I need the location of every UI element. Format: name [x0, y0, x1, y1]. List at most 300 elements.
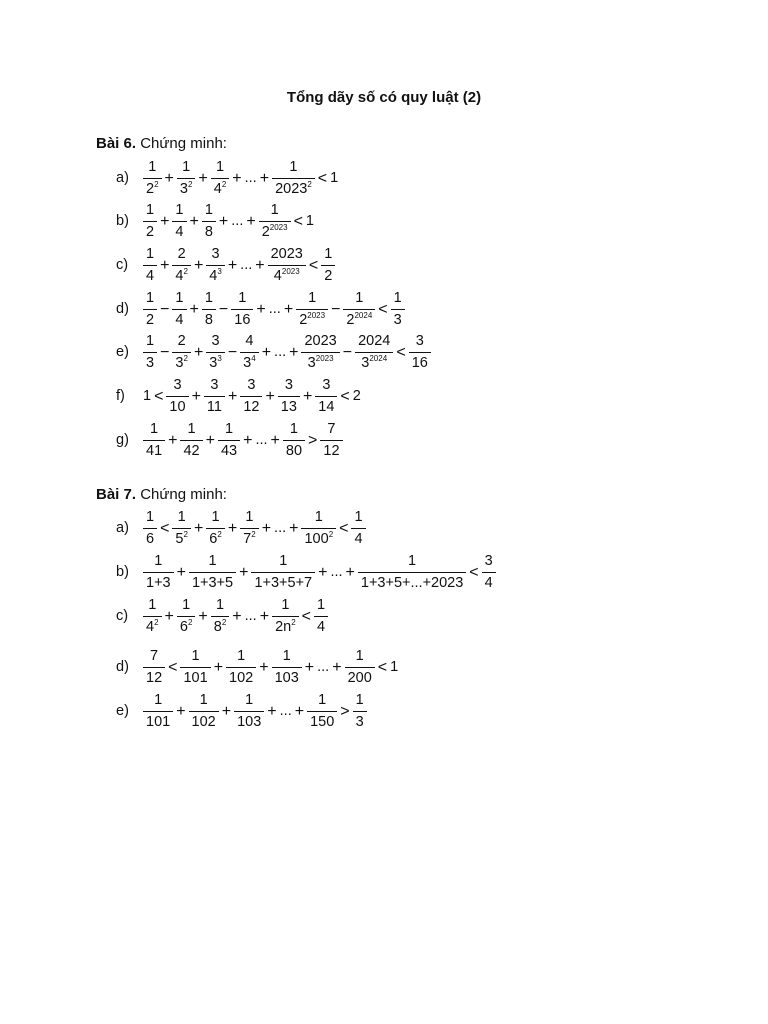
fraction	[482, 553, 496, 592]
fraction	[314, 597, 328, 636]
fraction	[226, 648, 256, 687]
operator: +	[198, 169, 208, 187]
exponent: 2	[154, 618, 159, 627]
operator: +	[255, 256, 265, 274]
exponent: 2023	[307, 311, 326, 320]
denominator: 102	[229, 670, 254, 686]
denominator: 11	[206, 399, 222, 415]
exponent: 2	[328, 530, 334, 539]
numerator: 7	[143, 648, 165, 668]
operator: −	[160, 300, 170, 318]
operator: +	[218, 212, 229, 230]
denominator: $3^{2024}$	[361, 354, 388, 371]
operator: +	[176, 563, 186, 581]
fraction	[206, 246, 225, 285]
exponent: 2	[217, 530, 222, 539]
denominator: 101	[183, 670, 208, 686]
operator: +	[205, 431, 215, 449]
denominator: 12	[243, 399, 260, 415]
numerator: 3	[204, 377, 225, 397]
formula	[142, 553, 497, 592]
operator: −	[342, 343, 353, 361]
fraction	[143, 597, 162, 636]
fraction	[180, 648, 210, 687]
numerator: 1	[353, 692, 367, 712]
numerator: 1	[251, 553, 315, 573]
exponent: 2	[221, 180, 227, 189]
operator: +	[243, 431, 253, 449]
fraction	[172, 290, 186, 329]
math-token: 2	[352, 388, 361, 405]
numerator: 1	[180, 421, 202, 441]
operator: +	[227, 387, 238, 405]
exponent: 2024	[354, 311, 373, 320]
problem-row	[116, 692, 368, 731]
exponent: 2	[221, 618, 227, 627]
denominator: 12	[146, 670, 163, 686]
problem-row	[116, 553, 497, 592]
fraction	[172, 202, 186, 241]
denominator: 101	[146, 714, 171, 730]
math-token: ...	[268, 301, 281, 318]
formula	[142, 246, 336, 285]
operator: +	[168, 431, 178, 449]
formula	[142, 648, 399, 687]
operator: +	[213, 658, 224, 676]
exponent: 2	[183, 267, 188, 276]
numerator: 1	[211, 159, 230, 179]
numerator: 1	[143, 290, 157, 310]
math-token: ...	[244, 170, 257, 187]
denominator: 103	[237, 714, 262, 730]
exponent: 2	[154, 180, 159, 189]
operator: +	[221, 702, 232, 720]
fraction	[343, 290, 375, 329]
operator: <	[396, 343, 406, 361]
section-heading	[96, 135, 227, 152]
math-token: ...	[317, 659, 330, 676]
fraction	[321, 246, 335, 285]
problem-label: d)	[116, 301, 129, 318]
denominator: $4^2$	[175, 267, 188, 284]
denominator: 80	[285, 443, 303, 459]
numerator: 1	[143, 202, 157, 222]
fraction	[143, 692, 173, 731]
operator: +	[160, 212, 170, 230]
operator: <	[308, 256, 319, 274]
numerator: 1	[231, 290, 253, 310]
fraction	[278, 377, 300, 416]
exponent: 2023	[315, 354, 334, 363]
fraction	[143, 159, 162, 198]
denominator: 1+3+5	[191, 575, 234, 591]
numerator: 1	[345, 648, 375, 668]
numerator: 1	[218, 421, 240, 441]
operator: +	[232, 607, 242, 625]
numerator: 1	[234, 692, 264, 712]
fraction	[358, 553, 466, 592]
numerator: 1	[321, 246, 335, 266]
numerator: 1	[143, 333, 157, 353]
math-token: ...	[231, 213, 244, 230]
operator: +	[289, 343, 299, 361]
operator: +	[318, 563, 328, 581]
numerator: 3	[166, 377, 188, 397]
denominator: $3^2$	[175, 354, 188, 371]
operator: >	[340, 702, 350, 720]
operator: +	[227, 256, 238, 274]
math-token: 1	[143, 388, 152, 405]
denominator: 4	[317, 619, 326, 635]
denominator: 10	[169, 399, 186, 415]
numerator: 1	[189, 553, 236, 573]
fraction	[172, 333, 191, 372]
numerator: 1	[177, 597, 196, 617]
operator: <	[378, 300, 388, 318]
denominator: $4^2$	[146, 618, 159, 635]
operator: +	[164, 169, 174, 187]
numerator: 1	[301, 509, 336, 529]
fraction	[345, 648, 375, 687]
denominator: 13	[280, 399, 297, 415]
numerator: 1	[206, 509, 225, 529]
fraction	[231, 290, 253, 329]
fraction	[206, 333, 225, 372]
denominator: 1+3+5+...+2023	[360, 575, 464, 591]
denominator: $5^2$	[175, 530, 188, 547]
denominator: 1+3+5+7	[254, 575, 313, 591]
exponent: 2	[187, 618, 193, 627]
fraction	[211, 159, 230, 198]
denominator: $4^3$	[209, 267, 222, 284]
fraction	[143, 246, 157, 285]
denominator: 4	[175, 312, 184, 328]
denominator: 8	[204, 224, 213, 240]
fraction	[272, 159, 315, 198]
math-token: 1	[305, 213, 314, 230]
numerator: 1	[272, 597, 299, 617]
denominator: $6^2$	[179, 618, 193, 635]
denominator: 2	[324, 268, 333, 284]
numerator: 1	[143, 692, 173, 712]
fraction	[180, 421, 202, 460]
formula	[142, 597, 329, 636]
fraction	[353, 692, 367, 731]
fraction	[355, 333, 393, 372]
operator: +	[176, 702, 186, 720]
denominator: 2	[146, 312, 155, 328]
denominator: $2^{2023}$	[261, 223, 288, 240]
operator: +	[198, 607, 208, 625]
numerator: 3	[206, 333, 225, 353]
numerator: 1	[296, 290, 328, 310]
fraction	[307, 692, 337, 731]
numerator: 1	[172, 202, 186, 222]
denominator: 41	[146, 443, 163, 459]
exponent: 4	[251, 354, 256, 363]
operator: +	[289, 519, 299, 537]
problem-label: g)	[116, 432, 129, 449]
numerator: 2023	[301, 333, 339, 353]
denominator: 14	[318, 399, 335, 415]
denominator: $100^2$	[304, 530, 334, 547]
denominator: $3^4$	[243, 354, 256, 371]
fraction	[268, 246, 306, 285]
denominator: $8^2$	[213, 618, 227, 635]
fraction	[143, 333, 157, 372]
operator: <	[469, 563, 479, 581]
fraction	[251, 553, 315, 592]
formula	[142, 333, 432, 372]
operator: <	[293, 212, 303, 230]
operator: −	[218, 300, 229, 318]
operator: +	[193, 343, 204, 361]
denominator: $2n^2$	[275, 618, 296, 635]
operator: +	[193, 519, 204, 537]
problem-row	[116, 421, 344, 460]
operator: +	[270, 431, 280, 449]
math-token: 1	[390, 659, 399, 676]
numerator: 1	[391, 290, 405, 310]
numerator: 1	[240, 509, 259, 529]
exponent: 2023	[281, 267, 300, 276]
operator: +	[304, 658, 315, 676]
denominator: 4	[354, 531, 363, 547]
formula	[142, 290, 406, 329]
exponent: 2023	[269, 223, 288, 232]
denominator: $2^2$	[146, 180, 159, 197]
exponent: 3	[217, 354, 222, 363]
operator: +	[164, 607, 174, 625]
operator: <	[317, 169, 328, 187]
numerator: 1	[283, 421, 305, 441]
numerator: 1	[272, 159, 315, 179]
denominator: 4	[146, 268, 155, 284]
fraction	[409, 333, 431, 372]
numerator: 4	[240, 333, 259, 353]
operator: <	[339, 519, 349, 537]
numerator: 1	[143, 597, 162, 617]
problem-label: a)	[116, 170, 129, 187]
problem-row	[116, 333, 432, 372]
numerator: 1	[307, 692, 337, 712]
numerator: 1	[143, 509, 157, 529]
exponent: 2024	[369, 354, 388, 363]
operator: +	[246, 212, 256, 230]
fraction	[272, 597, 299, 636]
denominator: $3^2$	[179, 180, 193, 197]
fraction	[391, 290, 405, 329]
operator: +	[302, 387, 313, 405]
denominator: 3	[393, 312, 402, 328]
math-token: ...	[255, 432, 268, 449]
fraction	[296, 290, 328, 329]
denominator: 42	[183, 443, 200, 459]
math-token: ...	[274, 520, 287, 537]
fraction	[189, 692, 219, 731]
fraction	[143, 553, 174, 592]
numerator: 3	[482, 553, 496, 573]
denominator: 102	[191, 714, 216, 730]
fraction	[351, 509, 365, 548]
numerator: 1	[211, 597, 230, 617]
math-token: ...	[279, 703, 292, 720]
denominator: $6^2$	[209, 530, 222, 547]
operator: +	[189, 212, 199, 230]
problem-label: b)	[116, 213, 129, 230]
fraction	[189, 553, 236, 592]
fraction	[301, 509, 336, 548]
numerator: 1	[358, 553, 466, 573]
denominator: 16	[234, 312, 251, 328]
fraction	[234, 692, 264, 731]
fraction	[240, 509, 259, 548]
numerator: 3	[206, 246, 225, 266]
problem-row	[116, 597, 329, 636]
numerator: 2	[172, 246, 191, 266]
math-token: 1	[330, 170, 339, 187]
numerator: 7	[320, 421, 342, 441]
fraction	[202, 290, 216, 329]
problem-label: c)	[116, 257, 129, 274]
operator: +	[193, 256, 204, 274]
fraction	[143, 202, 157, 241]
exponent: 2	[251, 530, 256, 539]
fraction	[240, 377, 262, 416]
section-label: Bài 6.	[96, 135, 137, 152]
denominator: $4^{2023}$	[273, 267, 300, 284]
section-heading	[96, 486, 227, 503]
fraction	[143, 421, 165, 460]
operator: +	[261, 343, 272, 361]
denominator: 12	[323, 443, 340, 459]
numerator: 1	[143, 246, 157, 266]
fraction	[315, 377, 337, 416]
operator: <	[168, 658, 178, 676]
math-token: ...	[244, 608, 257, 625]
formula	[142, 202, 315, 241]
fraction	[143, 648, 165, 687]
denominator: 3	[146, 355, 155, 371]
fraction	[172, 246, 191, 285]
problem-label: c)	[116, 608, 129, 625]
denominator: 1+3	[146, 575, 171, 591]
section-text: Chứng minh:	[140, 135, 227, 152]
operator: +	[345, 563, 355, 581]
denominator: $3^{2023}$	[307, 354, 334, 371]
numerator: 1	[343, 290, 375, 310]
math-token: ...	[330, 564, 343, 581]
numerator: 1	[226, 648, 256, 668]
fraction	[202, 202, 216, 241]
fraction	[143, 509, 157, 548]
exponent: 2	[183, 530, 188, 539]
math-token: ...	[240, 257, 253, 274]
page-title: Tổng dãy số có quy luật (2)	[286, 89, 482, 106]
section-text: Chứng minh:	[140, 486, 227, 503]
operator: +	[294, 702, 305, 720]
denominator: $2^{2023}$	[299, 311, 326, 328]
operator: +	[267, 702, 277, 720]
problem-label: e)	[116, 703, 129, 720]
operator: +	[259, 169, 270, 187]
fraction	[301, 333, 339, 372]
numerator: 1	[172, 290, 186, 310]
problem-row	[116, 159, 339, 198]
numerator: 1	[143, 421, 165, 441]
denominator: $7^2$	[243, 530, 256, 547]
operator: <	[160, 519, 170, 537]
denominator: 3	[355, 714, 364, 730]
operator: >	[308, 431, 318, 449]
formula	[142, 692, 368, 731]
numerator: 3	[315, 377, 337, 397]
operator: +	[259, 658, 269, 676]
fraction	[320, 421, 342, 460]
exponent: 2	[183, 354, 188, 363]
operator: −	[227, 343, 238, 361]
numerator: 1	[202, 202, 216, 222]
numerator: 1	[314, 597, 328, 617]
operator: −	[331, 300, 341, 318]
problem-label: e)	[116, 344, 129, 361]
numerator: 1	[143, 553, 174, 573]
problem-row	[116, 377, 362, 416]
fraction	[283, 421, 305, 460]
exponent: 2	[307, 180, 312, 189]
operator: <	[340, 387, 350, 405]
fraction	[240, 333, 259, 372]
numerator: 3	[409, 333, 431, 353]
denominator: 6	[146, 531, 155, 547]
denominator: 150	[310, 714, 335, 730]
operator: +	[160, 256, 170, 274]
denominator: 4	[484, 575, 493, 591]
numerator: 1	[180, 648, 210, 668]
operator: +	[283, 300, 294, 318]
operator: −	[160, 343, 170, 361]
denominator: 8	[204, 312, 213, 328]
problem-row	[116, 202, 315, 241]
operator: +	[191, 387, 201, 405]
numerator: 3	[278, 377, 300, 397]
denominator: $2^{2024}$	[346, 311, 373, 328]
section-label: Bài 7.	[96, 486, 137, 503]
fraction	[177, 159, 196, 198]
fraction	[166, 377, 188, 416]
denominator: 2023$^2$	[275, 180, 312, 197]
formula	[142, 377, 362, 416]
exponent: 3	[217, 267, 222, 276]
denominator: 43	[220, 443, 238, 459]
operator: +	[189, 300, 199, 318]
operator: <	[154, 387, 164, 405]
denominator: 2	[146, 224, 155, 240]
problem-label: d)	[116, 659, 129, 676]
problem-row	[116, 290, 406, 329]
numerator: 1	[202, 290, 216, 310]
fraction	[143, 290, 157, 329]
numerator: 1	[143, 159, 162, 179]
problem-label: f)	[116, 388, 125, 405]
denominator: 103	[274, 670, 299, 686]
numerator: 2024	[355, 333, 393, 353]
numerator: 1	[177, 159, 196, 179]
denominator: 16	[411, 355, 428, 371]
operator: <	[377, 658, 388, 676]
denominator: 4	[175, 224, 184, 240]
numerator: 1	[172, 509, 191, 529]
